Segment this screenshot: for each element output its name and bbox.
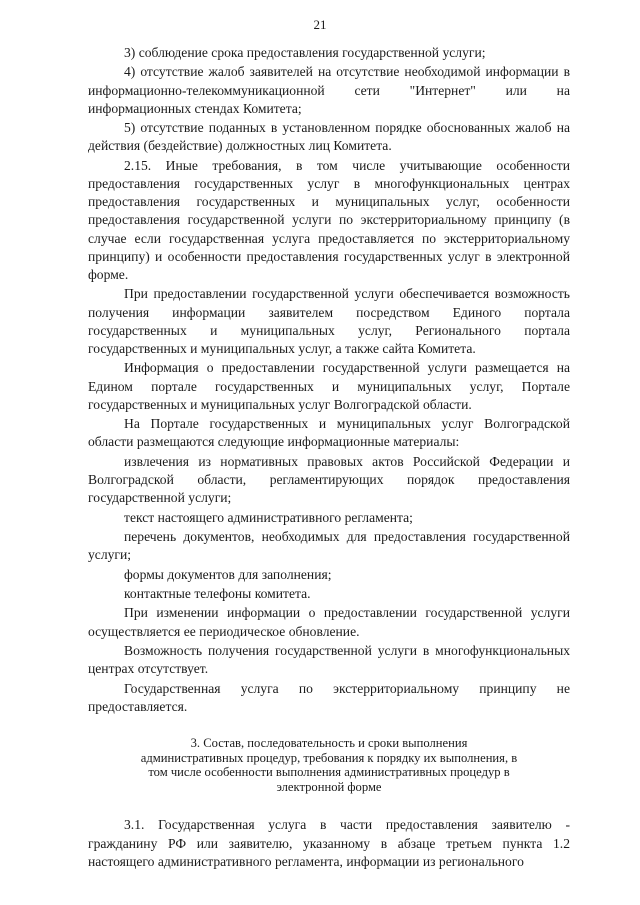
- paragraph: Информация о предоставлении государственной услуги размещается на Едином портале государственных и муниципальных услуг, Портале государственных и муниципальных услуг Волгоградской области.: [88, 360, 570, 412]
- paragraph: Государственная услуга по экстерриториальному принципу не предоставляется.: [88, 680, 570, 714]
- paragraph: На Портале государственных и муниципальных услуг Волгоградской области размещаются следующие информационные материалы:: [88, 416, 570, 450]
- paragraph: 3) соблюдение срока предоставления государственной услуги;: [124, 45, 486, 60]
- paragraph: извлечения из нормативных правовых актов Российской Федерации и Волгоградской области, регламентирующих порядок предоставления государственной услуги;: [88, 453, 570, 506]
- paragraph: формы документов для заполнения;: [124, 566, 332, 582]
- paragraph: перечень документов, необходимых для предоставления государственной услуги;: [88, 528, 570, 563]
- page-number: 21: [313, 17, 327, 32]
- document-body: [88, 44, 570, 872]
- paragraph: контактные телефоны комитета.: [124, 585, 311, 601]
- paragraph: 2.15. Иные требования, в том числе учитывающие особенности предоставления государственных услуг в многофункциональных центрах предоставления государственных и муниципальных услуг, особенности предоставления государственной услуги по экстерриториальному принципу (в случае если государственная услуга предоставляется по экстерриториальному принципу) и особенности предоставления государственных услуг в электронной форме.: [88, 157, 570, 282]
- paragraph: При предоставлении государственной услуги обеспечивается возможность получения информации заявителем посредством Единого портала государственных и муниципальных услуг, Регионального портала государственных и муниципальных услуг, а также сайта Комитета.: [88, 286, 570, 356]
- paragraph: Возможность получения государственной услуги в многофункциональных центрах отсутствует.: [88, 642, 570, 677]
- paragraph: 5) отсутствие поданных в установленном порядке обоснованных жалоб на действия (бездействие) должностных лиц Комитета.: [88, 120, 570, 154]
- paragraph: 3.1. Государственная услуга в части предоставления заявителю - гражданину РФ или заявителю, указанному в абзаце третьем пункта 1.2 настоящего административного регламента, информации из регионального: [88, 817, 570, 869]
- paragraph: При изменении информации о предоставлении государственной услуги осуществляется ее периодическое обновление.: [88, 605, 570, 639]
- section-heading: 3. Состав, последовательность и сроки выполнения административных процедур, требования к порядку их выполнения, в том числе особенности выполнения административных процедур в электронной форме: [140, 735, 518, 794]
- paragraph: текст настоящего административного регламента;: [124, 509, 413, 525]
- paragraph: 4) отсутствие жалоб заявителей на отсутствие необходимой информации в информационно-телекоммуникационной сети "Интернет" или на информационных стендах Комитета;: [88, 64, 570, 116]
